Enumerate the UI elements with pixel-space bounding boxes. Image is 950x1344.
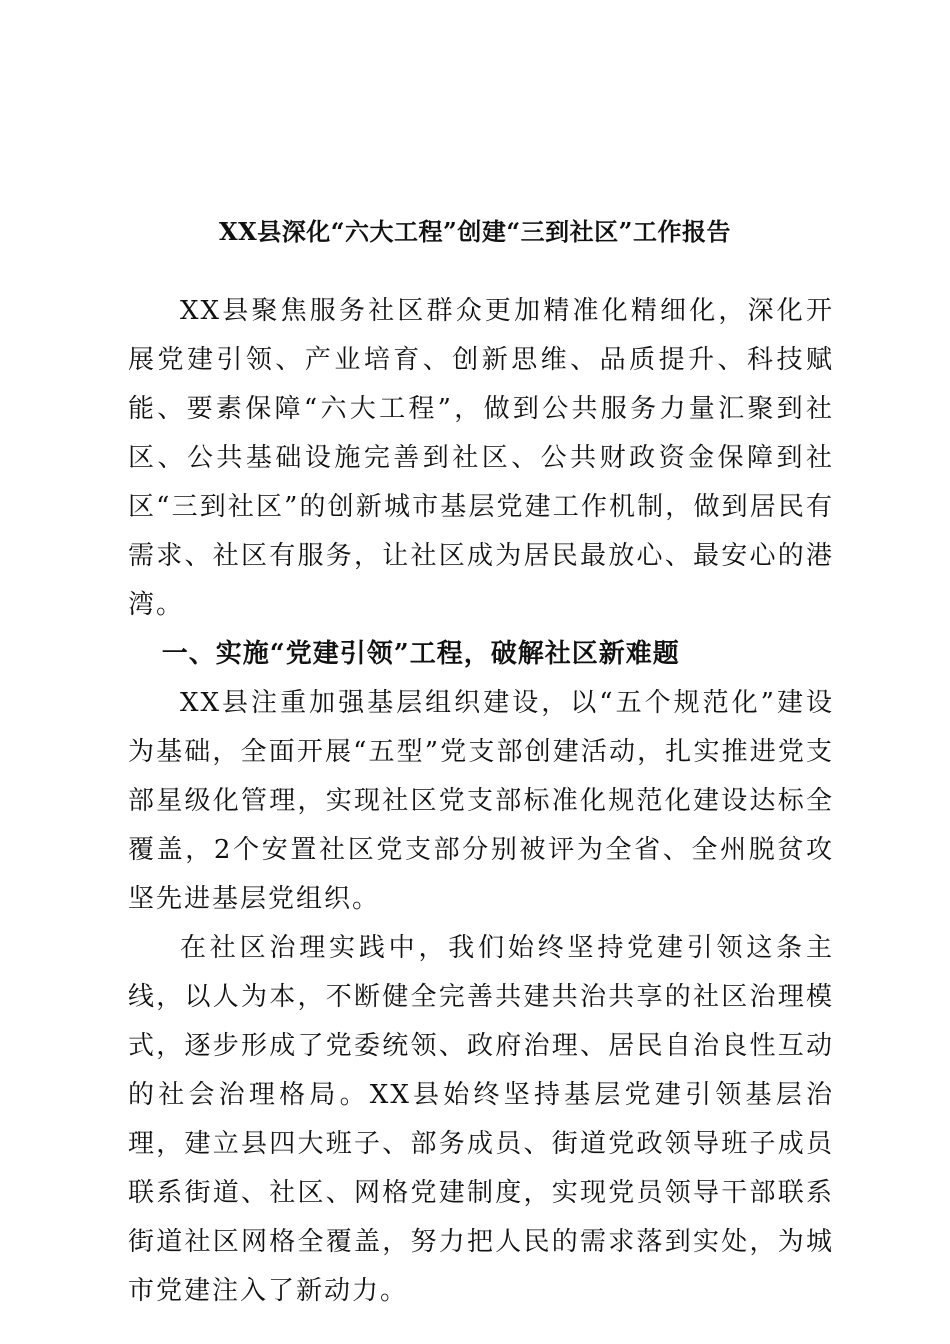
- document-body: [128, 287, 834, 1316]
- section-paragraph: XX县注重加强基层组织建设，以“五个规范化”建设为基础，全面开展“五型”党支部创建活动，扎实推进党支部星级化管理，实现社区党支部标准化规范化建设达标全覆盖，2个安置社区党支部分别被评为全省、全州脱贫攻坚先进基层党组织。: [128, 688, 834, 914]
- document-title: XX县深化“六大工程”创建“三到社区”工作报告: [219, 217, 731, 246]
- intro-paragraph: XX县聚焦服务社区群众更加精准化精细化，深化开展党建引领、产业培育、创新思维、品质提升、科技赋能、要素保障“六大工程”，做到公共服务力量汇聚到社区、公共基础设施完善到社区、公共财政资金保障到社区“三到社区”的创新城市基层党建工作机制，做到居民有需求、社区有服务，让社区成为居民最放心、最安心的港湾。: [128, 296, 834, 620]
- section-paragraph: 在社区治理实践中，我们始终坚持党建引领这条主线，以人为本，不断健全完善共建共治共享的社区治理模式，逐步形成了党委统领、政府治理、居民自治良性互动的社会治理格局。XX县始终坚持基层党建引领基层治理，建立县四大班子、部务成员、街道党政领导班子成员联系街道、社区、网格党建制度，实现党员领导干部联系街道社区网格全覆盖，努力把人民的需求落到实处，为城市党建注入了新动力。: [128, 933, 834, 1306]
- section-heading: 一、实施“党建引领”工程，破解社区新难题: [161, 639, 680, 669]
